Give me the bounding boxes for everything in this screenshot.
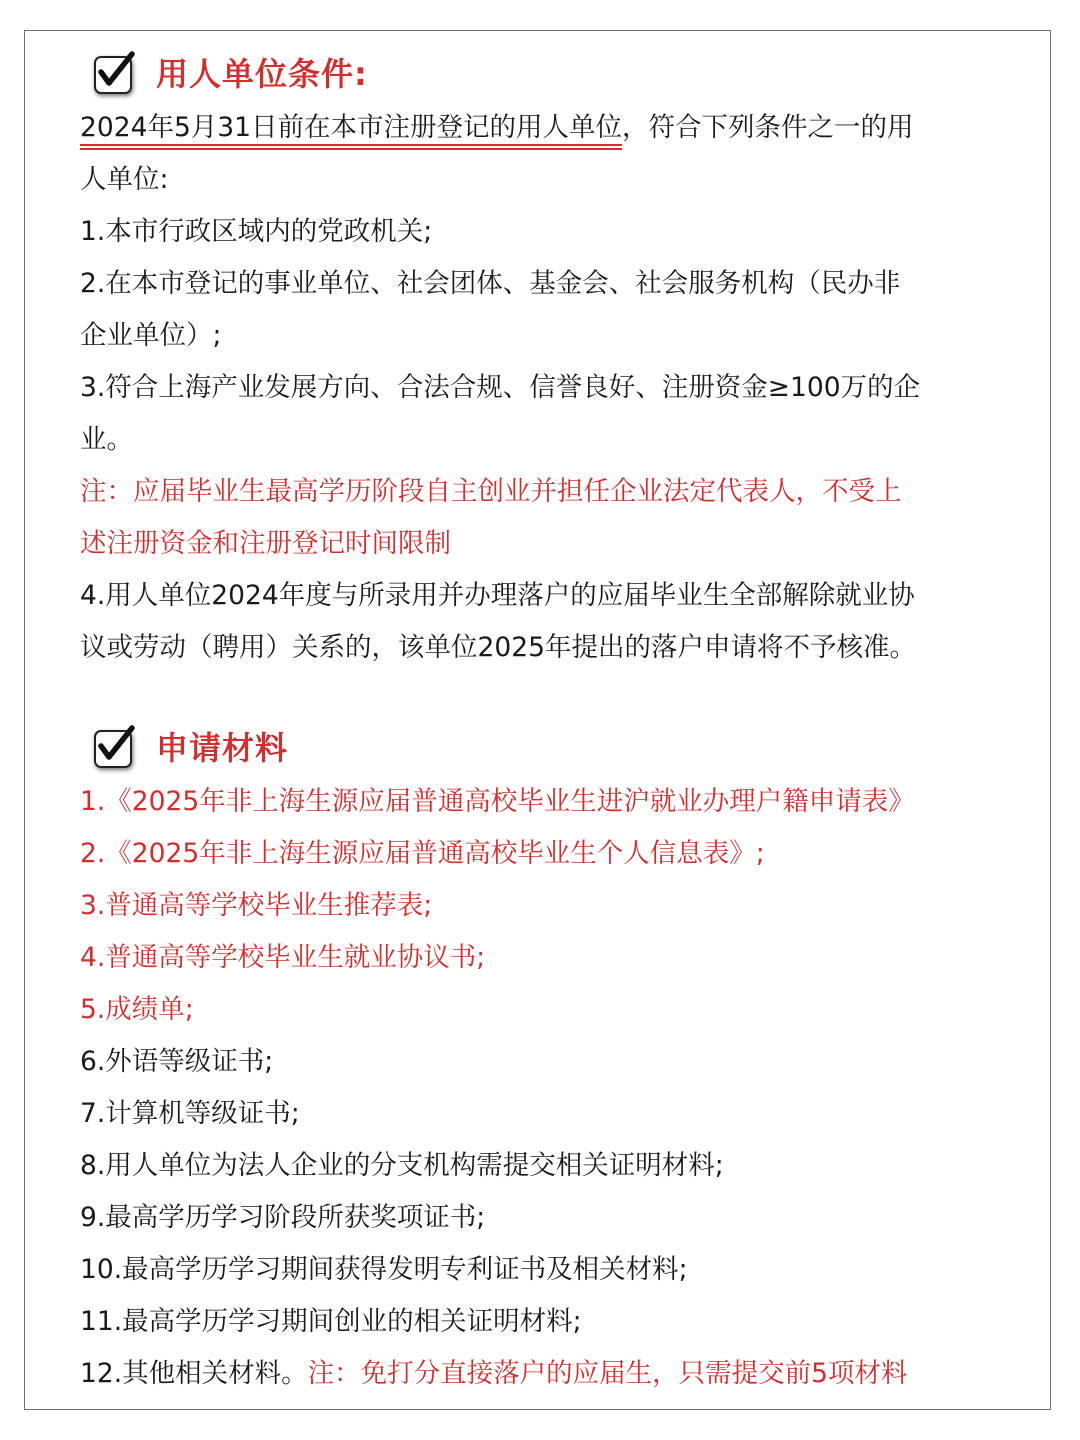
condition-item-cont: 业。 — [80, 424, 133, 455]
condition-item: 4.用人单位2024年度与所录用并办理落户的应届毕业生全部解除就业协 — [80, 580, 915, 611]
section-heading-employer — [92, 46, 368, 98]
material-item: 5.成绩单; — [80, 994, 194, 1025]
condition-item-cont: 企业单位）; — [80, 320, 222, 351]
section-title: 用人单位条件: — [156, 55, 368, 93]
material-item: 2.《2025年非上海生源应届普通高校毕业生个人信息表》; — [80, 838, 765, 869]
note-text: 注：应届毕业生最高学历阶段自主创业并担任企业法定代表人，不受上 — [80, 476, 902, 507]
material-item: 1.《2025年非上海生源应届普通高校毕业生进沪就业办理户籍申请表》 — [80, 786, 915, 817]
material-item: 3.普通高等学校毕业生推荐表; — [80, 890, 433, 921]
material-item: 8.用人单位为法人企业的分支机构需提交相关证明材料; — [80, 1150, 724, 1181]
highlighted-date-clause: 2024年5月31日前在本市注册登记的用人单位 — [80, 102, 622, 154]
section-heading-materials — [92, 720, 288, 772]
section-title: 申请材料 — [156, 729, 289, 767]
note-text-cont: 述注册资金和注册登记时间限制 — [80, 528, 451, 559]
checkbox-check-icon — [92, 724, 136, 768]
material-item: 9.最高学历学习阶段所获奖项证书; — [80, 1202, 486, 1233]
material-item-last — [80, 1348, 908, 1400]
material-item: 4.普通高等学校毕业生就业协议书; — [80, 942, 486, 973]
intro-line-cont: 人单位: — [80, 164, 169, 195]
condition-item: 2.在本市登记的事业单位、社会团体、基金会、社会服务机构（民办非 — [80, 268, 901, 299]
condition-item: 1.本市行政区域内的党政机关; — [80, 216, 433, 247]
final-note: 注：免打分直接落户的应届生，只需提交前5项材料 — [307, 1358, 908, 1389]
condition-item: 3.符合上海产业发展方向、合法合规、信誉良好、注册资金≥100万的企 — [80, 372, 921, 403]
checkbox-check-icon — [92, 50, 136, 94]
intro-text: ，符合下列条件之一的用 — [622, 112, 914, 143]
material-item: 6.外语等级证书; — [80, 1046, 274, 1077]
material-item-text: 12.其他相关材料。 — [80, 1358, 308, 1389]
material-item: 11.最高学历学习期间创业的相关证明材料; — [80, 1306, 582, 1337]
condition-item-cont: 议或劳动（聘用）关系的，该单位2025年提出的落户申请将不予核准。 — [80, 632, 916, 663]
material-item: 7.计算机等级证书; — [80, 1098, 300, 1129]
intro-line — [80, 102, 914, 154]
material-item: 10.最高学历学习期间获得发明专利证书及相关材料; — [80, 1254, 688, 1285]
